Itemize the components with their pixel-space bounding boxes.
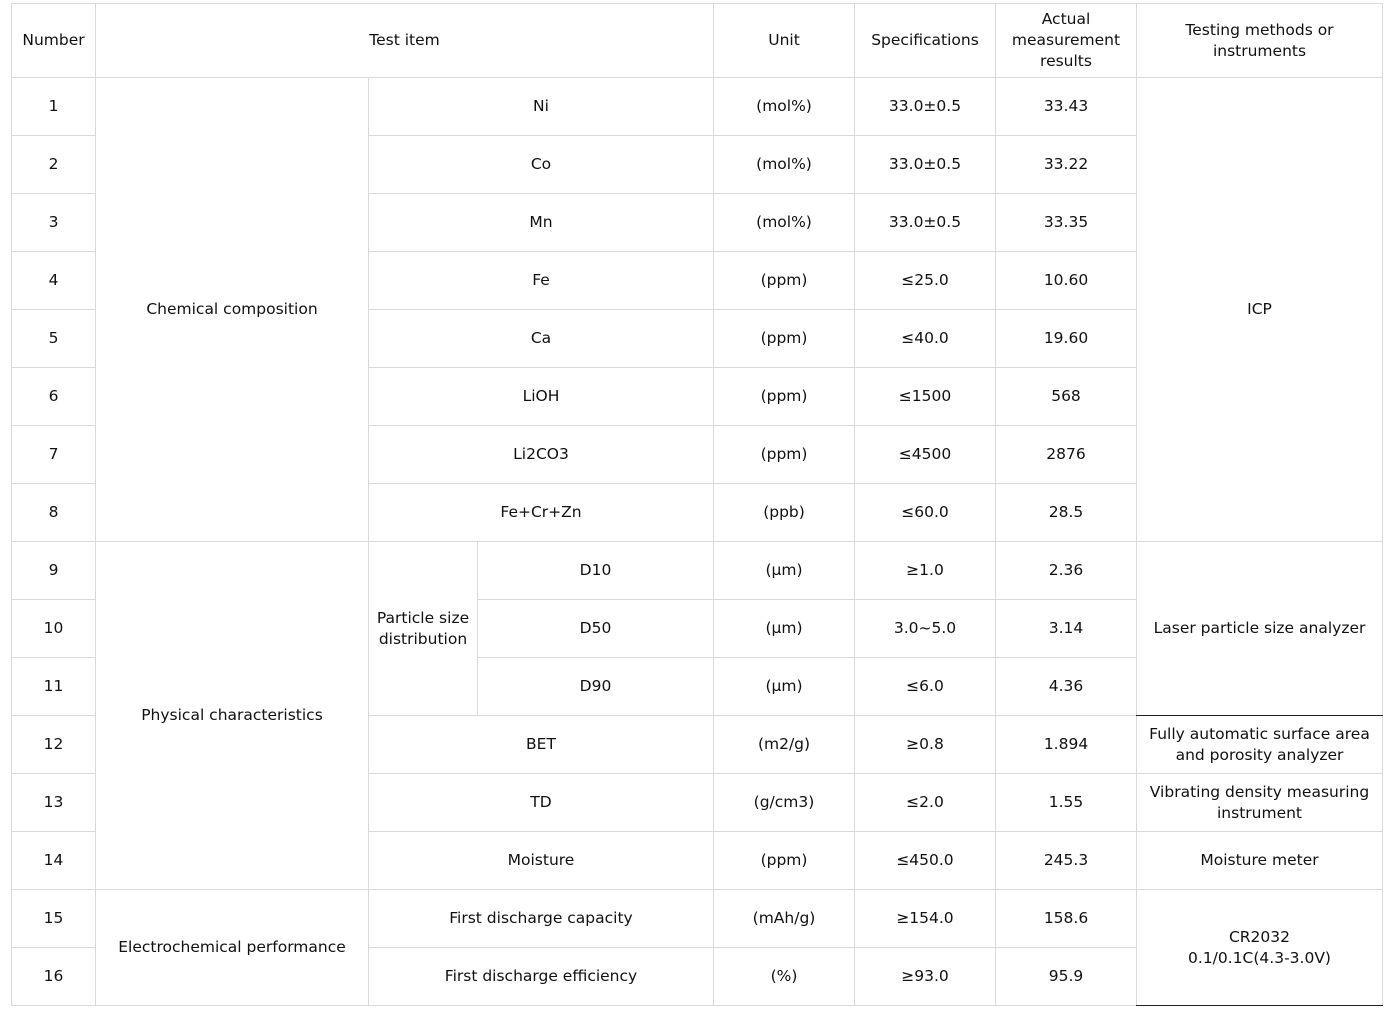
- test-item: Co: [369, 136, 714, 194]
- unit: (ppb): [714, 484, 855, 542]
- unit: (mol%): [714, 78, 855, 136]
- method-cr2032: [1137, 890, 1383, 1006]
- row-number: 13: [12, 774, 96, 832]
- actual-result: 10.60: [996, 252, 1137, 310]
- row-number: 12: [12, 716, 96, 774]
- actual-result: 568: [996, 368, 1137, 426]
- row-number: 1: [12, 78, 96, 136]
- unit: (%): [714, 948, 855, 1006]
- specification: ≥154.0: [855, 890, 996, 948]
- row-number: 16: [12, 948, 96, 1006]
- method-moisture-meter: Moisture meter: [1137, 832, 1383, 890]
- row-number: 10: [12, 600, 96, 658]
- actual-result: 19.60: [996, 310, 1137, 368]
- test-item: BET: [369, 716, 714, 774]
- group-physical-characteristics: Physical characteristics: [96, 542, 369, 890]
- method-cr2032-line2: 0.1/0.1C(4.3-3.0V): [1188, 948, 1331, 967]
- actual-result: 4.36: [996, 658, 1137, 716]
- method-cr2032-line1: CR2032: [1228, 927, 1291, 946]
- table-row: [12, 890, 1383, 948]
- unit: (ppm): [714, 252, 855, 310]
- specification: ≤60.0: [855, 484, 996, 542]
- actual-result: 33.43: [996, 78, 1137, 136]
- method-bet-analyzer: Fully automatic surface area and porosity analyzer: [1137, 716, 1383, 774]
- test-item: Ca: [369, 310, 714, 368]
- unit: (μm): [714, 600, 855, 658]
- actual-result: 2876: [996, 426, 1137, 484]
- test-item: D50: [478, 600, 714, 658]
- actual-result: 33.35: [996, 194, 1137, 252]
- row-number: 11: [12, 658, 96, 716]
- row-number: 15: [12, 890, 96, 948]
- unit: (mAh/g): [714, 890, 855, 948]
- row-number: 14: [12, 832, 96, 890]
- specification: ≥0.8: [855, 716, 996, 774]
- specification: 3.0~5.0: [855, 600, 996, 658]
- header-specifications: Specifications: [855, 4, 996, 78]
- unit: (ppm): [714, 832, 855, 890]
- specification: ≥93.0: [855, 948, 996, 1006]
- specification: ≤450.0: [855, 832, 996, 890]
- test-item: D90: [478, 658, 714, 716]
- group-chemical-composition: Chemical composition: [96, 78, 369, 542]
- test-item: D10: [478, 542, 714, 600]
- actual-result: 2.36: [996, 542, 1137, 600]
- test-item: Fe: [369, 252, 714, 310]
- row-number: 2: [12, 136, 96, 194]
- actual-result: 245.3: [996, 832, 1137, 890]
- specification: ≥1.0: [855, 542, 996, 600]
- test-item: Moisture: [369, 832, 714, 890]
- specification: ≤4500: [855, 426, 996, 484]
- unit: (ppm): [714, 368, 855, 426]
- group-electrochemical-performance: Electrochemical performance: [96, 890, 369, 1006]
- method-vibrating-density: Vibrating density measuring instrument: [1137, 774, 1383, 832]
- actual-result: 28.5: [996, 484, 1137, 542]
- actual-result: 95.9: [996, 948, 1137, 1006]
- actual-result: 3.14: [996, 600, 1137, 658]
- header-unit: Unit: [714, 4, 855, 78]
- unit: (g/cm3): [714, 774, 855, 832]
- unit: (ppm): [714, 426, 855, 484]
- row-number: 6: [12, 368, 96, 426]
- method-icp: ICP: [1137, 78, 1383, 542]
- unit: (μm): [714, 542, 855, 600]
- test-item: Mn: [369, 194, 714, 252]
- specification: ≤1500: [855, 368, 996, 426]
- unit: (μm): [714, 658, 855, 716]
- test-item: First discharge capacity: [369, 890, 714, 948]
- test-item: TD: [369, 774, 714, 832]
- unit: (mol%): [714, 136, 855, 194]
- actual-result: 158.6: [996, 890, 1137, 948]
- actual-result: 1.55: [996, 774, 1137, 832]
- header-number: Number: [12, 4, 96, 78]
- actual-result: 1.894: [996, 716, 1137, 774]
- unit: (m2/g): [714, 716, 855, 774]
- header-testing-method: Testing methods or instruments: [1137, 4, 1383, 78]
- test-item: Ni: [369, 78, 714, 136]
- specification-table: [11, 3, 1383, 1006]
- header-test-item: Test item: [96, 4, 714, 78]
- actual-result: 33.22: [996, 136, 1137, 194]
- test-item: First discharge efficiency: [369, 948, 714, 1006]
- row-number: 5: [12, 310, 96, 368]
- table-row: [12, 78, 1383, 136]
- specification: ≤25.0: [855, 252, 996, 310]
- row-number: 7: [12, 426, 96, 484]
- specification: ≤2.0: [855, 774, 996, 832]
- method-laser-analyzer: Laser particle size analyzer: [1137, 542, 1383, 716]
- row-number: 9: [12, 542, 96, 600]
- specification: 33.0±0.5: [855, 136, 996, 194]
- specification: ≤40.0: [855, 310, 996, 368]
- test-item: Fe+Cr+Zn: [369, 484, 714, 542]
- test-item: LiOH: [369, 368, 714, 426]
- row-number: 3: [12, 194, 96, 252]
- specification: 33.0±0.5: [855, 194, 996, 252]
- test-item: Li2CO3: [369, 426, 714, 484]
- unit: (ppm): [714, 310, 855, 368]
- row-number: 8: [12, 484, 96, 542]
- specification: 33.0±0.5: [855, 78, 996, 136]
- row-number: 4: [12, 252, 96, 310]
- unit: (mol%): [714, 194, 855, 252]
- table-row: [12, 542, 1383, 600]
- group-particle-size-distribution: Particle size distribution: [369, 542, 478, 716]
- header-actual-results: Actual measurement results: [996, 4, 1137, 78]
- specification: ≤6.0: [855, 658, 996, 716]
- header-row: [12, 4, 1383, 78]
